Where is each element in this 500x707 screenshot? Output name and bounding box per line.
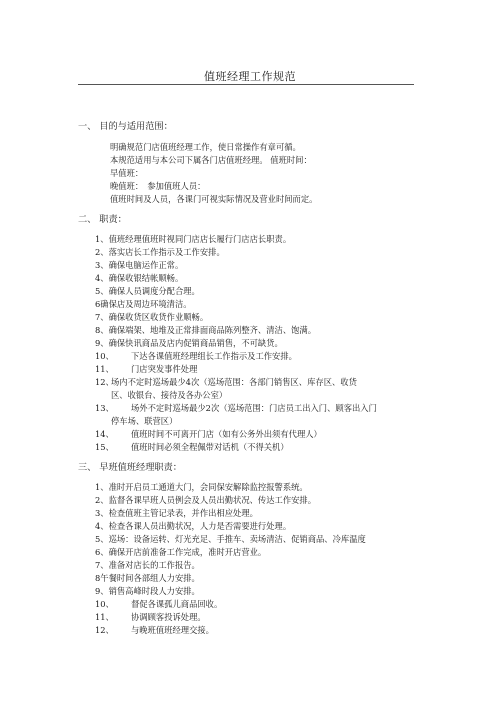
paragraph: 本规范适用与本公司下属各门店值班经理。 值班时间： xyxy=(110,155,312,165)
list-item: 11、 协调顾客投诉处理。 xyxy=(95,612,206,622)
list-item: 4、确保收银结帐顺畅。 xyxy=(95,273,184,283)
list-item: 9、销售高峰时段人力安排。 xyxy=(95,586,200,596)
list-item: 12、场内不定时巡场最少4次（巡场范围：各部门销售区、库存区、收货 xyxy=(95,377,357,387)
list-item: 13、 场外不定时巡场最少2次（巡场范围：门店员工出入门、顾客出入门 xyxy=(95,403,377,413)
list-item: 1、值班经理值班时视同门店店长履行门店店长职责。 xyxy=(95,234,292,244)
list-item: 12、 与晚班值班经理交接。 xyxy=(95,625,214,635)
section-heading-duties: 二、 职责： xyxy=(78,214,127,225)
document-title: 值班经理工作规范 xyxy=(204,70,296,83)
list-item: 3、确保电脑运作正常。 xyxy=(95,260,184,270)
list-item: 10、 督促各课孤儿商品回收。 xyxy=(95,599,223,609)
paragraph: 值班时间及人员，各课门可视实际情况及营业时间而定。 xyxy=(110,194,318,204)
list-item: 2、落实店长工作指示及工作安排。 xyxy=(95,247,225,257)
paragraph: 早值班： xyxy=(110,168,144,178)
list-item: 3、检查值班主管记录表，并作出相应处理。 xyxy=(95,508,258,518)
list-item: 4、检查各课人员出勤状况，人力是否需要进行处理。 xyxy=(95,521,292,531)
list-item: 6确保店及周边环境清洁。 xyxy=(95,299,192,309)
list-item: 6、确保开店前准备工作完成，准时开店营业。 xyxy=(95,547,267,557)
list-item: 7、确保收货区收货作业顺畅。 xyxy=(95,312,209,322)
list-item: 5、巡场：设备运转、灯光充足、手推车、卖场清洁、促销商品、冷库温度 xyxy=(95,534,366,544)
list-item: 9、确保快讯商品及店内促销商品销售，不可缺货。 xyxy=(95,338,283,348)
list-item: 10、 下达各课值班经理组长工作指示及工作安排。 xyxy=(95,351,297,361)
title-rule xyxy=(78,84,414,85)
list-item: 15、 值班时间必须全程佩带对话机（不得关机） xyxy=(95,442,289,452)
list-item-continuation: 停车场、联营区） xyxy=(111,416,178,426)
list-item: 8、确保端架、地堆及正常排面商品陈列整齐、清洁、饱满。 xyxy=(95,325,317,335)
list-item: 14、 值班时间不可离开门店（如有公务外出须有代理人） xyxy=(95,429,322,439)
section-heading-morning-duties: 三、 早班值班经理职责： xyxy=(78,462,182,473)
paragraph: 明确规范门店值班经理工作，使日常操作有章可循。 xyxy=(110,142,301,152)
list-item: 5、确保人员调度分配合理。 xyxy=(95,286,200,296)
list-item: 2、监督各课早班人员例会及人员出勤状况、传达工作安排。 xyxy=(95,495,317,505)
list-item: 1、准时开启员工通道大门，会同保安解除监控报警系统。 xyxy=(95,482,308,492)
paragraph: 晚值班： 参加值班人员： xyxy=(110,181,206,191)
list-item-continuation: 区、收银台、接待及各办公室） xyxy=(111,390,228,400)
section-heading-purpose: 一、 目的与适用范围： xyxy=(78,121,173,132)
list-item: 11、 门店突发事件处理 xyxy=(95,364,198,374)
list-item: 7、准备对店长的工作报告。 xyxy=(95,560,200,570)
list-item: 8午餐时间各部组人力安排。 xyxy=(95,573,200,583)
